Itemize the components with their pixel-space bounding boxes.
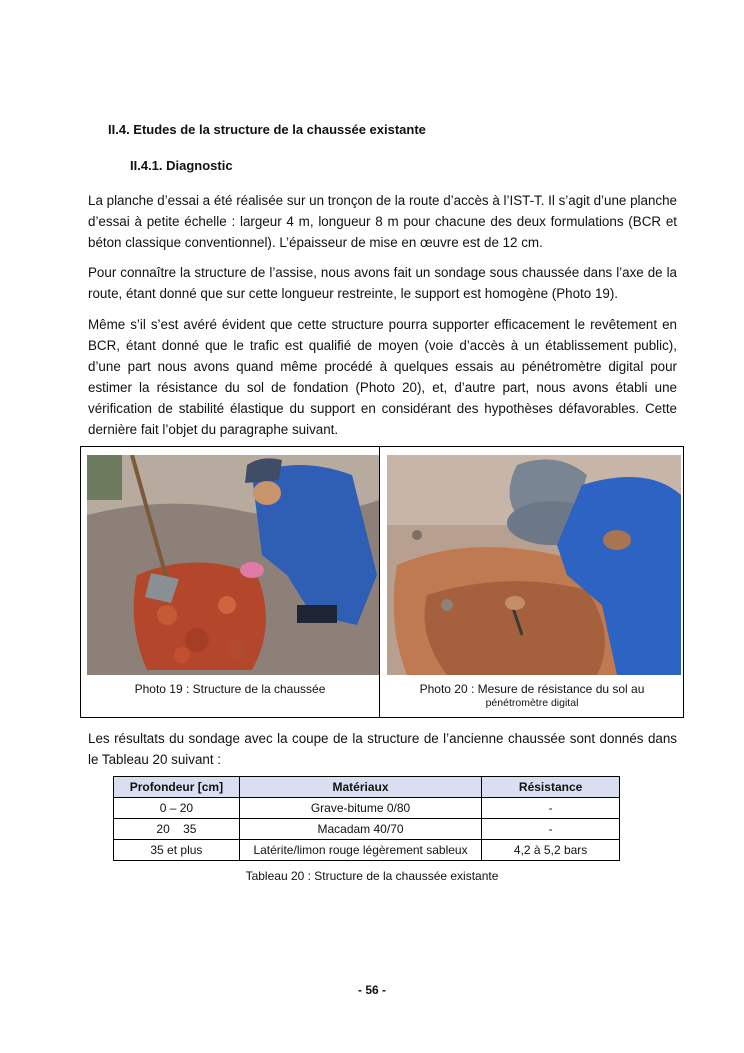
table-row xyxy=(114,840,620,861)
table-header-row xyxy=(114,777,620,798)
photo20-caption-line2: pénétromètre digital xyxy=(485,697,579,709)
paragraph-verification: Même s’il s’est avéré évident que cette structure pourra supporter efficacement le revêtement en BCR, étant donné que le trafic est qualifié de moyen (voie d’accès à un établissement public), d’une part nous avons quand même procédé à quelques essais au pénétromètre digital pour estimer la résistance du sol de fondation (Photo 20), et, d’autre part, nous avons établi une vérification de stabilité élastique du support en considérant des hypothèses défavorables. Cette dernière fait l’objet du paragraphe suivant. xyxy=(88,317,677,437)
table-row xyxy=(114,798,620,819)
table-cell: 4,2 à 5,2 bars xyxy=(482,840,620,861)
page-number: - 56 - xyxy=(357,983,386,997)
paragraph-sounding: Pour connaître la structure de l’assise, nous avons fait un sondage sous chaussée dans l’axe de la route, étant donné que sur cette longueur restreinte, le support est homogène (Photo 19). xyxy=(88,265,677,301)
table-cell: Grave-bitume 0/80 xyxy=(239,798,481,819)
photo20-caption-line1: Photo 20 : Mesure de résistance du sol au xyxy=(419,682,645,696)
header-materials: Matériaux xyxy=(239,777,481,798)
photo-divider xyxy=(379,447,380,717)
photo-road-structure-illustration xyxy=(87,455,379,675)
photo20-caption xyxy=(381,682,683,710)
photo-figure xyxy=(80,446,684,718)
table-cell: Macadam 40/70 xyxy=(239,819,481,840)
header-resistance: Résistance xyxy=(482,777,620,798)
table-cell: - xyxy=(482,798,620,819)
table-cell: 20 35 xyxy=(114,819,240,840)
paragraph-results: Les résultats du sondage avec la coupe de la structure de l’ancienne chaussée sont donnés dans le Tableau 20 suivant : xyxy=(88,731,677,767)
table-cell: - xyxy=(482,819,620,840)
table-caption: Tableau 20 : Structure de la chaussée existante xyxy=(245,869,499,883)
photo-penetrometer xyxy=(387,455,681,675)
section-heading: II.4. Etudes de la structure de la chaussée existante xyxy=(108,122,426,137)
table-row xyxy=(114,819,620,840)
structure-table xyxy=(113,776,620,861)
table-cell: 35 et plus xyxy=(114,840,240,861)
subsection-heading: II.4.1. Diagnostic xyxy=(130,158,233,173)
header-depth: Profondeur [cm] xyxy=(114,777,240,798)
photo-road-structure xyxy=(87,455,379,675)
paragraph-intro: La planche d’essai a été réalisée sur un tronçon de la route d’accès à l’IST-T. Il s’agit d’une planche d’essai à petite échelle : largeur 4 m, longueur 8 m pour chacune des deux formulations (BCR et béton classique conventionnel). L’épaisseur de mise en œuvre est de 12 cm. xyxy=(88,193,677,250)
photo19-caption: Photo 19 : Structure de la chaussée xyxy=(134,682,326,696)
photo-penetrometer-illustration xyxy=(387,455,681,675)
table-cell: Latérite/limon rouge légèrement sableux xyxy=(239,840,481,861)
table-cell: 0 – 20 xyxy=(114,798,240,819)
